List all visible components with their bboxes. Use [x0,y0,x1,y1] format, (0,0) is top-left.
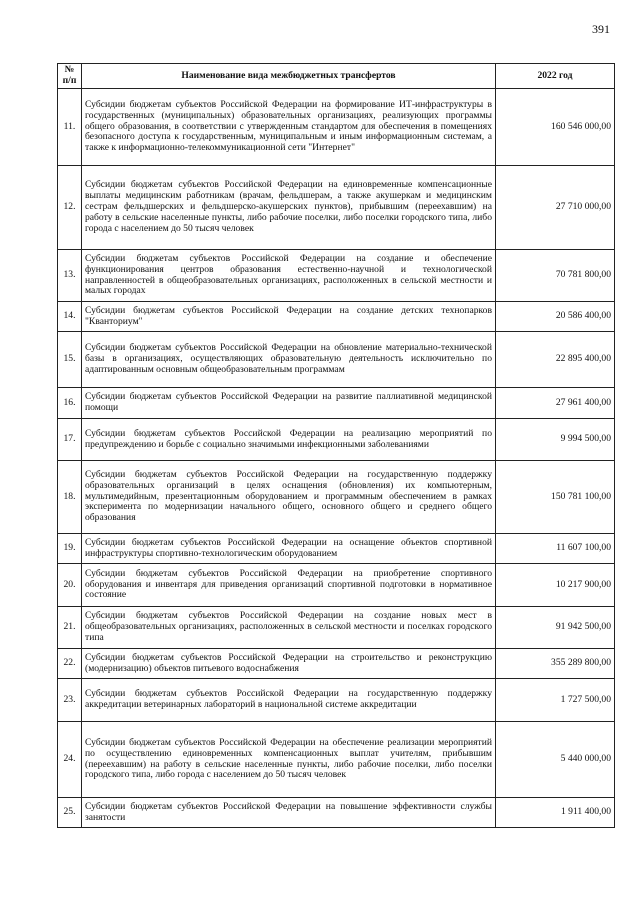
transfer-name: Субсидии бюджетам субъектов Российской Федерации на единовременные компенсационные выплаты медицинским работникам (врачам, фельдшерам, а также акушеркам и медицинским сестрам фельдшерских и фельдшерско-акушерских пунктов), прибывшим (переехавшим) на работу в сельские населенные пункты, либо рабочие поселки, либо поселки городского типа, либо города с населением до 50 тысяч человек [82,166,496,250]
transfer-name: Субсидии бюджетам субъектов Российской Федерации на приобретение спортивного оборудования и инвентаря для приведения организаций спортивной подготовки в нормативное состояние [82,564,496,607]
row-number: 23. [58,679,82,722]
table-row [58,461,615,534]
transfer-name: Субсидии бюджетам субъектов Российской Федерации на государственную поддержку образовательных организаций в целях оснащения (обновления) их компьютерным, мультимедийным, презентационным оборудованием и программным обеспечением в рамках эксперимента по модернизации начального общего, основного общего и среднего общего образования [82,461,496,534]
row-amount: 355 289 800,00 [496,649,615,679]
table-row [58,250,615,302]
row-number: 19. [58,534,82,564]
transfer-name: Субсидии бюджетам субъектов Российской Федерации на оснащение объектов спортивной инфраструктуры спортивно-технологическим оборудованием [82,534,496,564]
table-row [58,722,615,798]
row-number: 13. [58,250,82,302]
row-amount: 27 961 400,00 [496,388,615,419]
row-amount: 10 217 900,00 [496,564,615,607]
row-number: 15. [58,332,82,388]
table-row [58,798,615,828]
row-amount: 150 781 100,00 [496,461,615,534]
table-row [58,89,615,166]
header-name: Наименование вида межбюджетных трансфертов [82,64,496,89]
row-number: 18. [58,461,82,534]
header-number: № п/п [58,64,82,89]
transfer-name: Субсидии бюджетам субъектов Российской Федерации на строительство и реконструкцию (модернизацию) объектов питьевого водоснабжения [82,649,496,679]
header-year: 2022 год [496,64,615,89]
row-number: 12. [58,166,82,250]
row-number: 25. [58,798,82,828]
row-number: 14. [58,302,82,332]
row-number: 17. [58,419,82,461]
row-number: 24. [58,722,82,798]
transfer-name: Субсидии бюджетам субъектов Российской Федерации на формирование ИТ-инфраструктуры в государственных (муниципальных) образовательных организациях, реализующих программы общего образования, в соответствии с утвержденным стандартом для обеспечения в помещениях безопасного доступа к государственным, муниципальным и иным информационным системам, а также к информационно-телекоммуникационной сети "Интернет" [82,89,496,166]
row-number: 16. [58,388,82,419]
transfer-name: Субсидии бюджетам субъектов Российской Федерации на создание и обеспечение функционирования центров образования естественно-научной и технологической направленностей в общеобразовательных организациях, расположенных в сельской местности и малых городах [82,250,496,302]
row-amount: 1 727 500,00 [496,679,615,722]
transfer-name: Субсидии бюджетам субъектов Российской Федерации на создание новых мест в общеобразовательных организациях, расположенных в сельской местности и поселках городского типа [82,607,496,649]
table-row [58,649,615,679]
row-number: 22. [58,649,82,679]
row-number: 21. [58,607,82,649]
row-amount: 22 895 400,00 [496,332,615,388]
row-amount: 1 911 400,00 [496,798,615,828]
table-body [58,89,615,828]
table-row [58,607,615,649]
transfer-name: Субсидии бюджетам субъектов Российской Федерации на обновление материально-технической базы в организациях, осуществляющих образовательную деятельность исключительно по адаптированным основным общеобразовательным программам [82,332,496,388]
transfer-name: Субсидии бюджетам субъектов Российской Федерации на создание детских технопарков "Кванториум" [82,302,496,332]
table-row [58,679,615,722]
page-number: 391 [592,22,610,36]
row-number: 20. [58,564,82,607]
row-amount: 11 607 100,00 [496,534,615,564]
table-row [58,388,615,419]
table-row [58,564,615,607]
table-row [58,332,615,388]
table-row [58,534,615,564]
row-amount: 70 781 800,00 [496,250,615,302]
table-row [58,419,615,461]
row-amount: 160 546 000,00 [496,89,615,166]
row-amount: 5 440 000,00 [496,722,615,798]
row-amount: 20 586 400,00 [496,302,615,332]
row-amount: 27 710 000,00 [496,166,615,250]
transfer-name: Субсидии бюджетам субъектов Российской Федерации на реализацию мероприятий по предупреждению и борьбе с социально значимыми инфекционными заболеваниями [82,419,496,461]
transfer-name: Субсидии бюджетам субъектов Российской Федерации на развитие паллиативной медицинской помощи [82,388,496,419]
transfer-name: Субсидии бюджетам субъектов Российской Федерации на обеспечение реализации мероприятий по осуществлению единовременных компенсационных выплат учителям, прибывшим (переехавшим) на работу в сельские населенные пункты, либо рабочие поселки, либо поселки городского типа, либо города с населением до 50 тысяч человек [82,722,496,798]
row-amount: 91 942 500,00 [496,607,615,649]
table-row [58,166,615,250]
row-amount: 9 994 500,00 [496,419,615,461]
transfer-name: Субсидии бюджетам субъектов Российской Федерации на государственную поддержку аккредитации ветеринарных лабораторий в национальной системе аккредитации [82,679,496,722]
table-header-row [58,64,615,89]
table-row [58,302,615,332]
transfers-table [57,63,615,828]
row-number: 11. [58,89,82,166]
transfer-name: Субсидии бюджетам субъектов Российской Федерации на повышение эффективности службы занятости [82,798,496,828]
